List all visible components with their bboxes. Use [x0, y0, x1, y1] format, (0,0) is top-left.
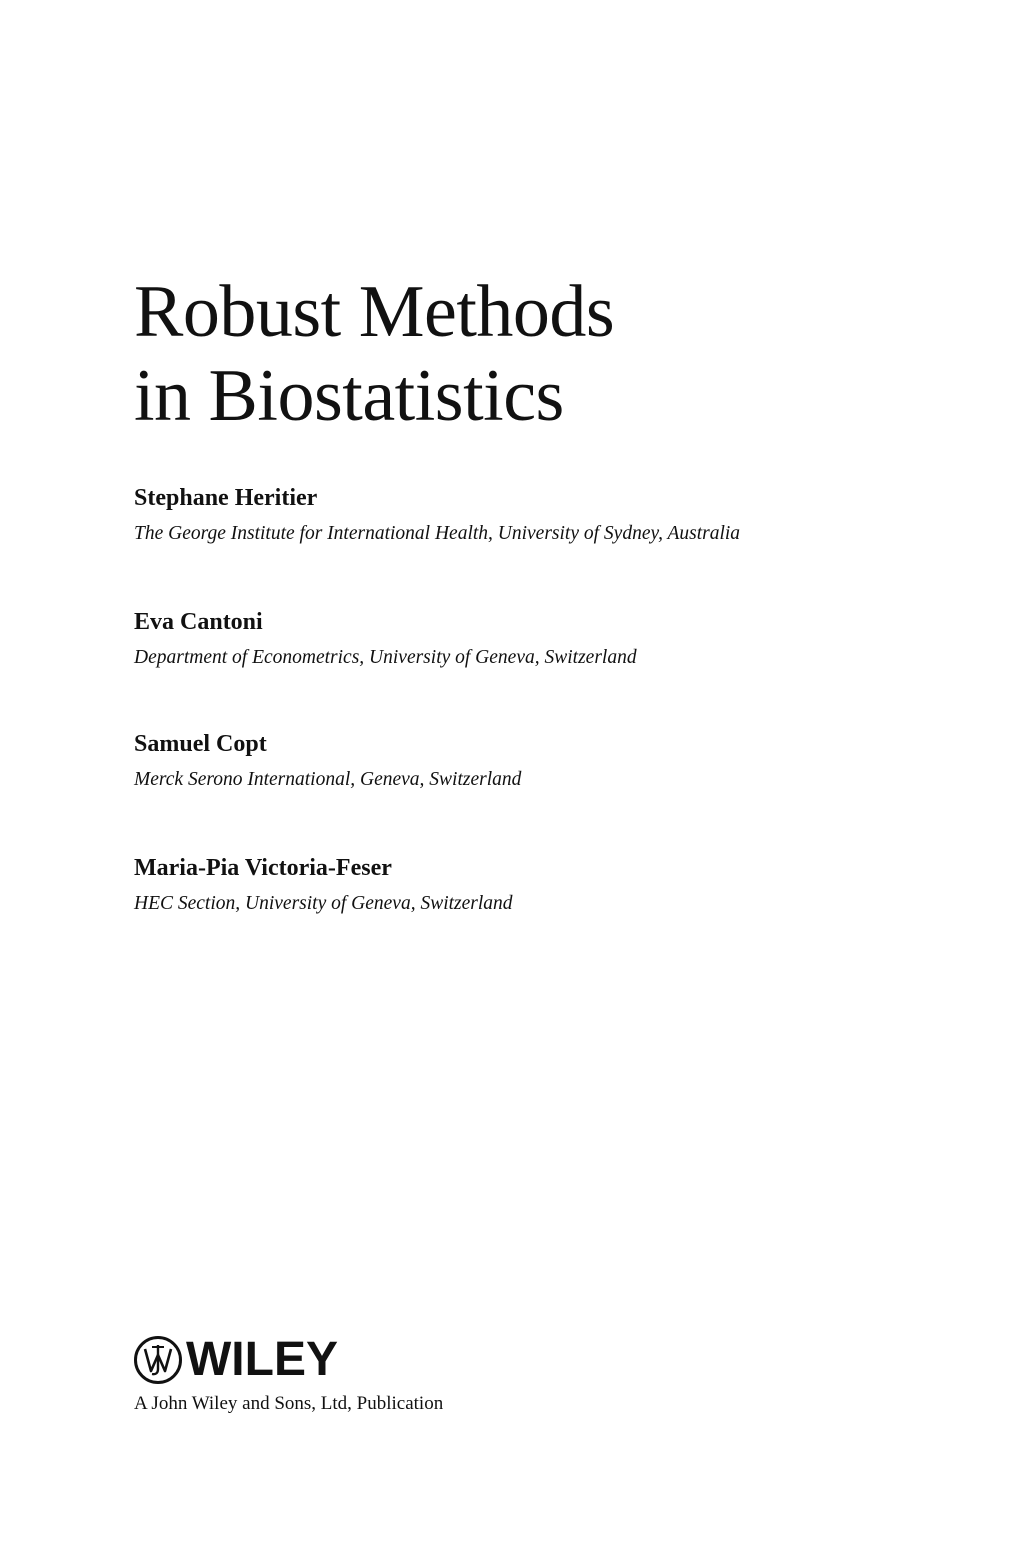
publisher-imprint: A John Wiley and Sons, Ltd, Publication: [134, 1393, 444, 1414]
author-affiliation: HEC Section, University of Geneva, Switzerland: [134, 893, 513, 914]
author-name: Eva Cantoni: [134, 609, 263, 635]
author-entry: [134, 608, 637, 670]
author-entry: [134, 484, 740, 546]
author-entry: [134, 854, 513, 916]
author-affiliation: The George Institute for International Health, University of Sydney, Australia: [134, 523, 741, 544]
book-title-line-1: Robust Methods: [134, 271, 615, 353]
author-entry: [134, 730, 521, 792]
wiley-seal-icon: [134, 1336, 182, 1384]
book-title: [134, 270, 614, 438]
publisher-block: [134, 1334, 443, 1416]
book-title-line-2: in Biostatistics: [134, 355, 564, 437]
author-name: Stephane Heritier: [134, 485, 318, 511]
author-affiliation: Department of Econometrics, University of Geneva, Switzerland: [134, 647, 637, 668]
author-name: Samuel Copt: [134, 731, 267, 757]
author-affiliation: Merck Serono International, Geneva, Switzerland: [134, 769, 522, 790]
publisher-logo: [134, 1334, 443, 1386]
publisher-wordmark: WILEY: [186, 1333, 338, 1386]
author-name: Maria-Pia Victoria-Feser: [134, 855, 392, 881]
